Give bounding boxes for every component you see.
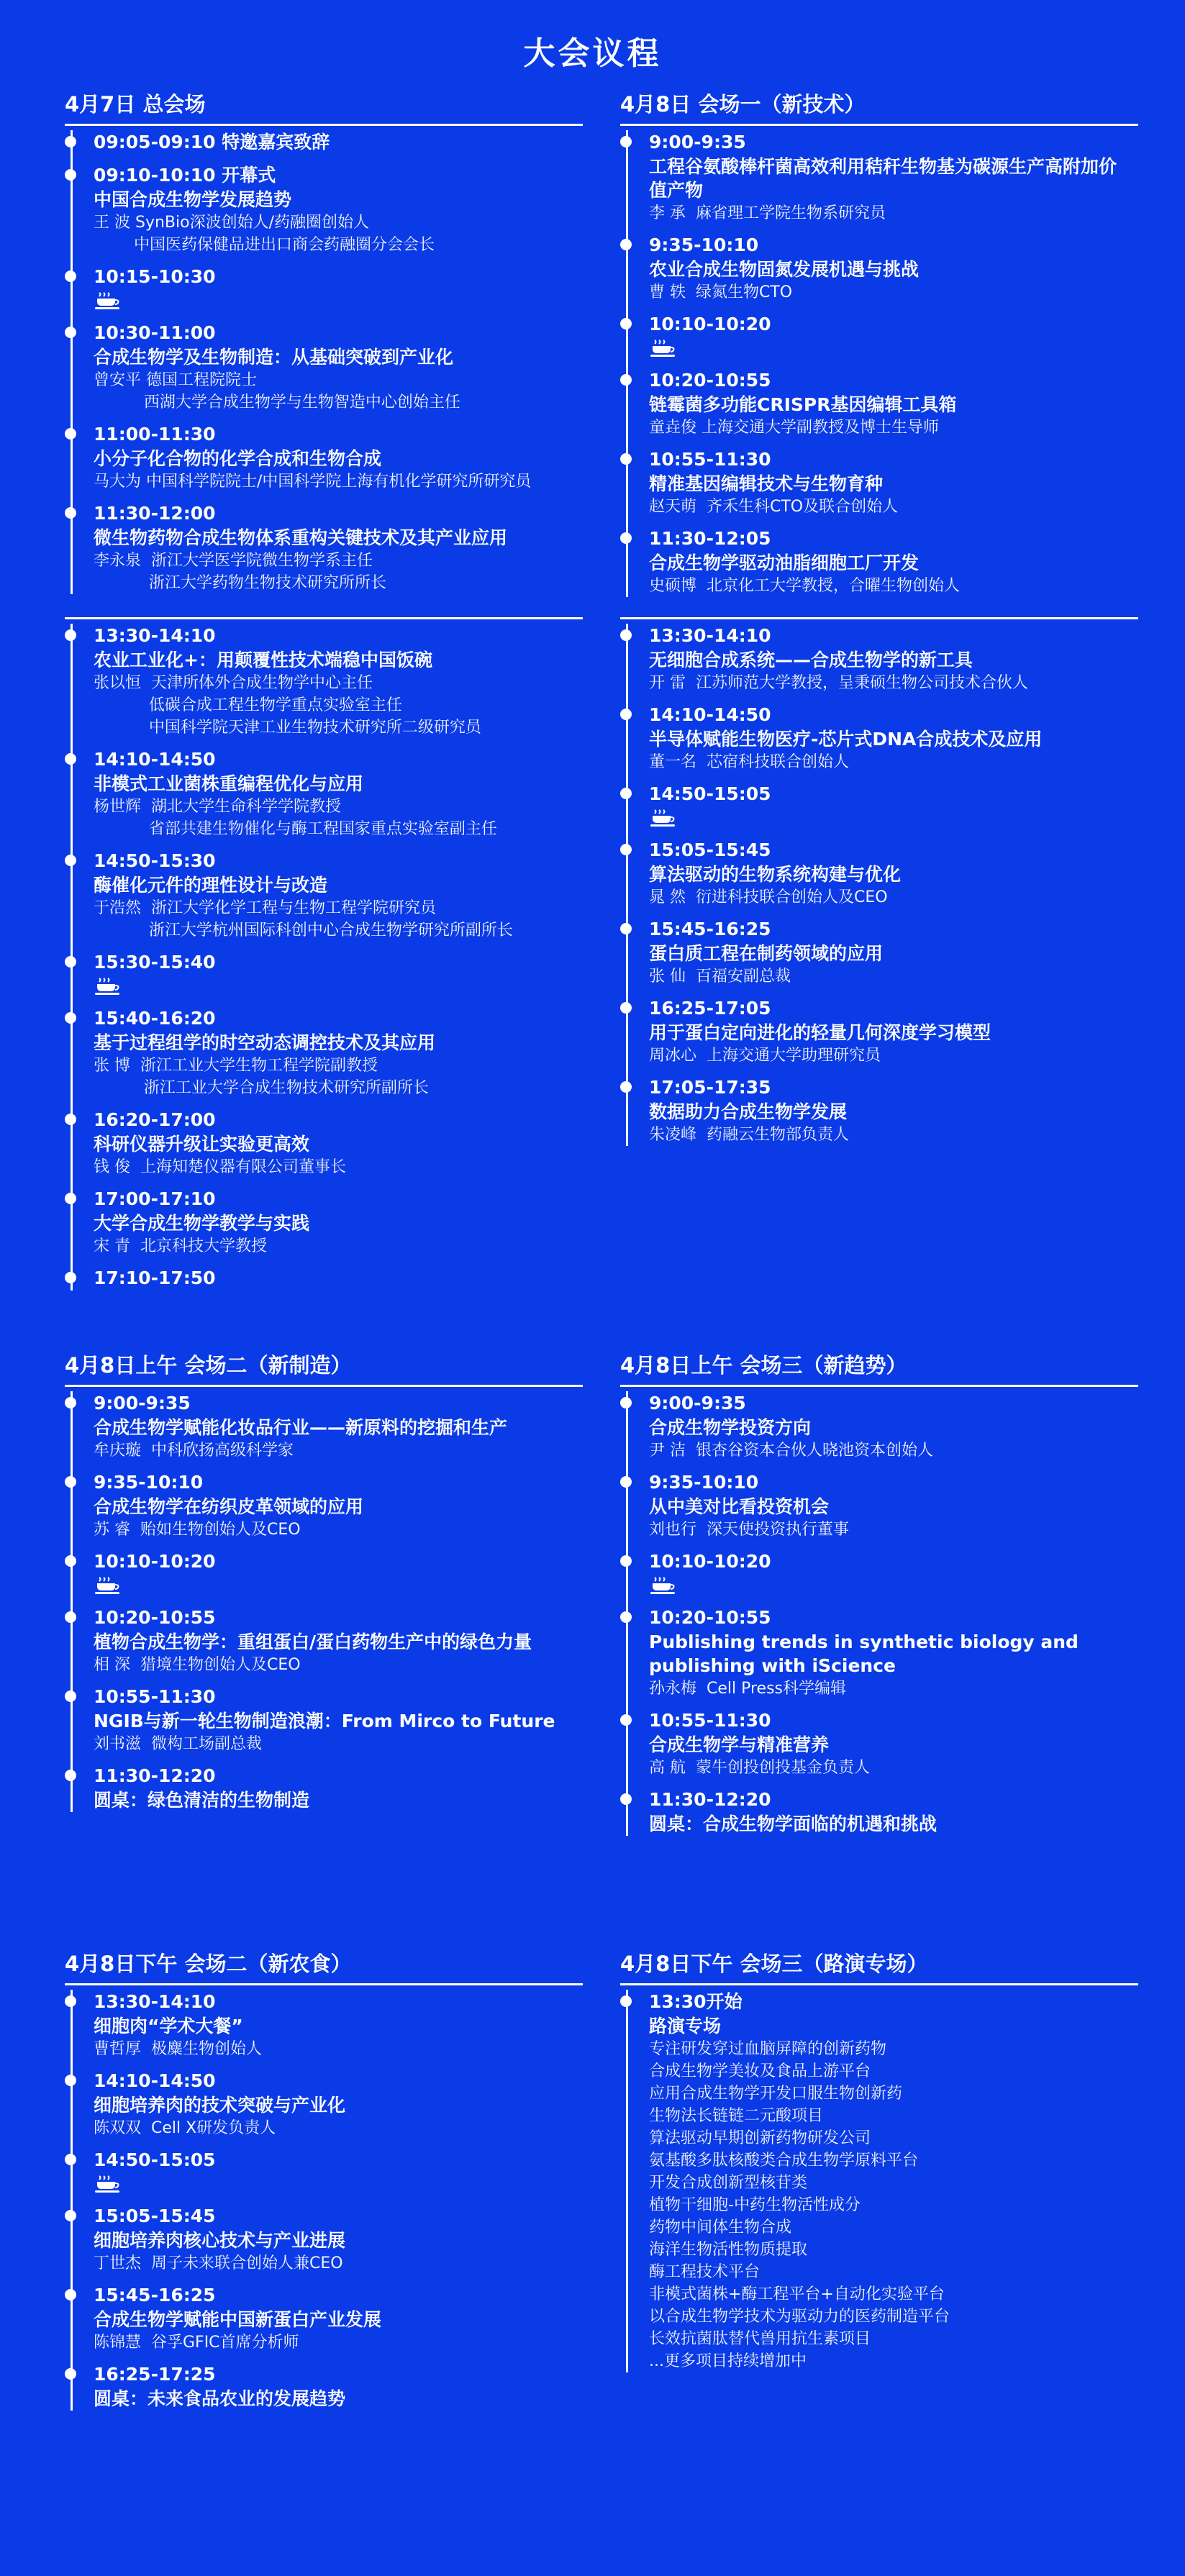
agenda-time: 11:30-12:20 — [649, 1789, 771, 1810]
agenda-time: 10:30-11:00 — [94, 322, 216, 343]
timeline-dot — [65, 629, 76, 641]
agenda-time-row — [94, 130, 577, 155]
section-s7 — [65, 1949, 583, 2419]
timeline-dot — [65, 1995, 76, 2007]
section-title: 4月8日上午 会场二（新制造） — [65, 1353, 352, 1378]
agenda-time: 16:20-17:00 — [94, 1109, 216, 1130]
section-s2 — [620, 89, 1138, 606]
project-item: 非模式菌株+酶工程平台+自动化实验平台 — [649, 2285, 945, 2303]
timeline-dot — [620, 1397, 632, 1408]
agenda-item — [94, 950, 577, 996]
speaker-line: 杨世辉 湖北大学生命科学学院教授 — [94, 798, 341, 816]
agenda-time: 9:35-10:10 — [649, 235, 759, 255]
agenda-time: 14:50-15:30 — [94, 850, 216, 871]
timeline — [620, 1990, 1138, 2372]
agenda-item — [649, 1391, 1132, 1462]
agenda-time: 17:05-17:35 — [649, 1077, 771, 1098]
agenda-title: 算法驱动的生物系统构建与优化 — [649, 864, 902, 885]
agenda-item — [649, 1606, 1132, 1700]
agenda-item — [649, 917, 1132, 988]
agenda-title: 从中美对比看投资机会 — [649, 1496, 830, 1517]
section-divider — [65, 1385, 583, 1387]
agenda-time: 16:25-17:05 — [649, 998, 771, 1019]
timeline-dot — [65, 1012, 76, 1024]
agenda-title: 农业工业化+：用颠覆性技术端稳中国饭碗 — [94, 650, 432, 670]
agenda-time: 11:30-12:00 — [94, 503, 216, 524]
section-title: 4月8日下午 会场三（路演专场） — [620, 1952, 928, 1976]
timeline-dot — [65, 1611, 76, 1623]
timeline-line — [71, 1391, 73, 1812]
agenda-item — [94, 1391, 577, 1462]
agenda-item — [649, 1549, 1132, 1596]
agenda-title: 合成生物学赋能中国新蛋白产业发展 — [94, 2309, 382, 2330]
agenda-item — [94, 2148, 577, 2194]
project-item: ...更多项目持续增加中 — [649, 2352, 807, 2370]
timeline-line — [71, 1990, 73, 2411]
speaker-line: 董一名 芯宿科技联合创始人 — [649, 753, 849, 771]
speaker-line: 朱凌峰 药融云生物部负责人 — [649, 1126, 849, 1144]
speaker-line: 宋 青 北京科技大学教授 — [94, 1237, 267, 1255]
agenda-time: 9:00-9:35 — [649, 1393, 746, 1414]
section-divider — [65, 1983, 583, 1985]
agenda-time: 14:10-14:50 — [94, 749, 216, 770]
agenda-time: 10:20-10:55 — [649, 370, 771, 391]
section-s4 — [620, 613, 1138, 1155]
agenda-item — [649, 1075, 1132, 1146]
timeline-dot — [620, 1002, 632, 1014]
agenda-item — [649, 368, 1132, 439]
speaker-line: 浙江工业大学合成生物技术研究所副所长 — [94, 1079, 429, 1097]
agenda-title: 合成生物学赋能化妆品行业——新原料的挖掘和生产 — [94, 1417, 508, 1438]
agenda-subtitle: 中国合成生物学发展趋势 — [94, 189, 292, 210]
timeline-line — [626, 130, 628, 597]
timeline-dot — [620, 1611, 632, 1623]
agenda-item — [649, 130, 1132, 224]
section-s3 — [65, 613, 583, 1299]
section-divider — [65, 617, 583, 619]
agenda-title: 蛋白质工程在制药领域的应用 — [649, 943, 884, 964]
speaker-line: 李 承 麻省理工学院生物系研究员 — [649, 204, 886, 222]
timeline-line — [626, 1990, 628, 2372]
project-item: 生物法长链链二元酸项目 — [649, 2107, 824, 2125]
timeline-dot — [620, 1793, 632, 1805]
speaker-line: 陈双双 Cell X研发负责人 — [94, 2119, 276, 2137]
timeline-dot — [65, 1555, 76, 1567]
agenda-title: 科研仪器升级让实验更高效 — [94, 1134, 310, 1155]
agenda-title: 小分子化合物的化学合成和生物合成 — [94, 448, 382, 469]
agenda-title: 工程谷氨酸棒杆菌高效利用秸秆生物基为碳源生产高附加价值产物 — [649, 156, 1117, 201]
speaker-line: 赵天萌 齐禾生科CTO及联合创始人 — [649, 498, 899, 516]
timeline — [65, 1990, 583, 2411]
section-divider — [620, 1983, 1138, 1985]
project-item: 植物干细胞-中药生物活性成分 — [649, 2196, 861, 2214]
agenda-item — [94, 1764, 577, 1812]
agenda-item — [94, 1990, 577, 2060]
speaker-line: 苏 睿 贻如生物创始人及CEO — [94, 1521, 301, 1539]
agenda-title: 合成生物学及生物制造：从基础突破到产业化 — [94, 347, 454, 368]
timeline-dot — [620, 629, 632, 641]
section-s8 — [620, 1949, 1138, 2381]
agenda-item — [94, 163, 577, 256]
agenda-item — [649, 527, 1132, 597]
speaker-line: 童垚俊 上海交通大学副教授及博士生导师 — [649, 419, 939, 437]
timeline-dot — [65, 136, 76, 147]
speaker-line: 曹 轶 绿氮生物CTO — [649, 283, 793, 301]
section-s5 — [65, 1350, 583, 1821]
coffee-break-icon — [94, 976, 125, 996]
timeline — [65, 130, 583, 594]
agenda-time: 13:30-14:10 — [94, 625, 216, 646]
timeline-dot — [620, 1555, 632, 1567]
agenda-item — [94, 2362, 577, 2411]
speaker-line: 尹 洁 银杏谷资本合伙人晓池资本创始人 — [649, 1442, 933, 1460]
timeline-dot — [620, 136, 632, 147]
section-divider — [65, 124, 583, 126]
agenda-time: 14:50-15:05 — [94, 2149, 216, 2170]
section-divider — [620, 1385, 1138, 1387]
agenda-item — [649, 624, 1132, 694]
timeline-dot — [65, 956, 76, 968]
agenda-time: 14:50-15:05 — [649, 783, 771, 804]
speaker-line: 相 深 猎境生物创始人及CEO — [94, 1656, 301, 1674]
agenda-item — [94, 849, 577, 942]
timeline-dot — [65, 428, 76, 440]
agenda-time: 10:10-10:20 — [94, 1551, 216, 1572]
agenda-title: 圆桌：绿色清洁的生物制造 — [94, 1790, 310, 1811]
speaker-line: 周冰心 上海交通大学助理研究员 — [649, 1047, 881, 1065]
timeline-dot — [620, 1476, 632, 1488]
project-item: 酶工程技术平台 — [649, 2263, 761, 2281]
agenda-item — [94, 747, 577, 840]
agenda-item — [649, 233, 1132, 304]
speaker-line: 陈锦慧 谷孚GFIC首席分析师 — [94, 2334, 299, 2352]
timeline-dot — [65, 1272, 76, 1283]
agenda-title: 圆桌：未来食品农业的发展趋势 — [94, 2388, 346, 2409]
timeline-dot — [65, 2368, 76, 2380]
timeline-dot — [65, 169, 76, 181]
agenda-item — [94, 2283, 577, 2354]
agenda-item — [94, 321, 577, 414]
agenda-title: 特邀嘉宾致辞 — [222, 132, 330, 153]
timeline-dot — [620, 923, 632, 934]
agenda-time: 10:55-11:30 — [649, 449, 771, 470]
timeline-dot — [65, 1770, 76, 1781]
section-s6 — [620, 1350, 1138, 1844]
project-item: 合成生物学美妆及食品上游平台 — [649, 2062, 871, 2080]
agenda-time: 15:05-15:45 — [94, 2206, 216, 2226]
timeline-dot — [65, 855, 76, 866]
agenda-time: 13:30-14:10 — [649, 625, 771, 646]
agenda-item — [94, 501, 577, 594]
project-item: 算法驱动早期创新药物研发公司 — [649, 2129, 871, 2147]
project-item: 开发合成创新型核苷类 — [649, 2174, 808, 2192]
speaker-line: 中国科学院天津工业生物技术研究所二级研究员 — [94, 719, 481, 737]
agenda-item — [649, 1788, 1132, 1836]
timeline-dot — [65, 2289, 76, 2300]
agenda-title: 半导体赋能生物医疗-芯片式DNA合成技术及应用 — [649, 729, 1043, 750]
timeline-dot — [620, 1995, 632, 2007]
project-item: 氨基酸多肽核酸类合成生物学原料平台 — [649, 2152, 919, 2170]
agenda-title: 精准基因编辑技术与生物育种 — [649, 473, 884, 494]
agenda-time: 15:05-15:45 — [649, 839, 771, 860]
timeline-dot — [620, 374, 632, 386]
timeline — [65, 624, 583, 1291]
agenda-title: 细胞培养肉核心技术与产业进展 — [94, 2230, 346, 2251]
project-item: 长效抗菌肽替代兽用抗生素项目 — [649, 2330, 871, 2348]
agenda-time: 10:20-10:55 — [94, 1607, 216, 1628]
agenda-title: 开幕式 — [222, 165, 276, 186]
agenda-title: 合成生物学与精准营养 — [649, 1734, 830, 1755]
agenda-item — [649, 1470, 1132, 1541]
coffee-break-icon — [649, 338, 681, 358]
speaker-line: 西湖大学合成生物学与生物智造中心创始主任 — [94, 393, 460, 411]
coffee-break-icon — [94, 291, 125, 311]
speaker-line: 刘书滋 微构工场副总裁 — [94, 1735, 262, 1753]
agenda-title: 用于蛋白定向进化的轻量几何深度学习模型 — [649, 1022, 991, 1043]
timeline-dot — [65, 327, 76, 338]
timeline-dot — [65, 2075, 76, 2086]
agenda-item — [94, 1685, 577, 1755]
project-item: 以合成生物学技术为驱动力的医药制造平台 — [649, 2308, 950, 2326]
agenda-title: 细胞肉“学术大餐” — [94, 2016, 243, 2036]
coffee-break-icon — [94, 1575, 125, 1596]
project-item: 药物中间体生物合成 — [649, 2218, 792, 2236]
timeline-dot — [65, 2210, 76, 2221]
agenda-title: 合成生物学驱动油脂细胞工厂开发 — [649, 552, 920, 573]
agenda-item — [94, 2069, 577, 2139]
agenda-item — [94, 1006, 577, 1099]
speaker-line: 史硕博 北京化工大学教授，合曜生物创始人 — [649, 577, 960, 595]
speaker-line: 浙江大学药物生物技术研究所所长 — [94, 574, 386, 592]
speaker-line: 浙江大学杭州国际科创中心合成生物学研究所副所长 — [94, 921, 513, 939]
agenda-item — [94, 2204, 577, 2275]
agenda-time: 10:20-10:55 — [649, 1607, 771, 1628]
agenda-time: 15:30-15:40 — [94, 952, 216, 973]
agenda-title: 大学合成生物学教学与实践 — [94, 1213, 310, 1234]
speaker-line: 丁世杰 周子未来联合创始人兼CEO — [94, 2254, 343, 2272]
timeline-dot — [65, 1690, 76, 1702]
section-title: 4月8日下午 会场二（新农食） — [65, 1952, 352, 1976]
agenda-title: Publishing trends in synthetic biology and publishing with iScience — [649, 1631, 1079, 1676]
section-s1 — [65, 89, 583, 603]
timeline — [620, 624, 1138, 1146]
agenda-time: 16:25-17:25 — [94, 2364, 216, 2385]
agenda-item — [649, 782, 1132, 828]
agenda-title: 路演专场 — [649, 2016, 722, 2036]
coffee-break-icon — [649, 1575, 681, 1596]
agenda-item — [94, 1549, 577, 1596]
speaker-line: 刘也行 深天使投资执行董事 — [649, 1521, 849, 1539]
agenda-time: 9:00-9:35 — [649, 132, 746, 153]
agenda-title: 合成生物学在纺织皮革领域的应用 — [94, 1496, 364, 1517]
speaker-line: 中国医药保健品进出口商会药融圈分会会长 — [94, 236, 435, 254]
agenda-time: 9:35-10:10 — [94, 1472, 204, 1493]
agenda-title: 圆桌：合成生物学面临的机遇和挑战 — [649, 1813, 937, 1834]
agenda-title: 植物合成生物学：重组蛋白/蛋白药物生产中的绿色力量 — [94, 1631, 532, 1652]
speaker-line: 低碳合成工程生物学重点实验室主任 — [94, 696, 402, 714]
timeline-dot — [65, 1397, 76, 1408]
speaker-line: 开 雷 江苏师范大学教授，呈秉硕生物公司技术合伙人 — [649, 674, 1028, 692]
agenda-title: NGIB与新一轮生物制造浪潮：From Mirco to Future — [94, 1711, 555, 1731]
timeline — [65, 1391, 583, 1812]
agenda-item — [94, 1108, 577, 1178]
agenda-item — [94, 624, 577, 739]
agenda-time: 11:30-12:05 — [649, 528, 771, 549]
speaker-line: 张 仙 百福安副总裁 — [649, 968, 791, 986]
timeline-dot — [65, 1114, 76, 1125]
agenda-time: 17:10-17:50 — [94, 1267, 216, 1288]
agenda-title: 非模式工业菌株重编程优化与应用 — [94, 773, 364, 794]
agenda-time: 15:40-16:20 — [94, 1008, 216, 1029]
speaker-line: 于浩然 浙江大学化学工程与生物工程学院研究员 — [94, 899, 436, 917]
agenda-item — [649, 703, 1132, 773]
agenda-time-row — [94, 163, 577, 188]
timeline-dot — [620, 844, 632, 855]
agenda-time: 14:10-14:50 — [94, 2070, 216, 2091]
page-title: 大会议程 — [523, 35, 662, 72]
agenda-title: 无细胞合成系统——合成生物学的新工具 — [649, 650, 973, 670]
agenda-time: 09:10-10:10 — [94, 165, 216, 186]
agenda-time: 10:15-10:30 — [94, 266, 216, 287]
agenda-item — [649, 838, 1132, 909]
agenda-title: 合成生物学投资方向 — [649, 1417, 812, 1438]
timeline-dot — [620, 532, 632, 544]
speaker-line: 钱 俊 上海知楚仪器有限公司董事长 — [94, 1158, 346, 1176]
agenda-item — [94, 1266, 577, 1291]
agenda-title: 数据助力合成生物学发展 — [649, 1101, 848, 1122]
agenda-item — [649, 447, 1132, 518]
timeline-dot — [65, 1193, 76, 1204]
timeline-dot — [65, 270, 76, 282]
agenda-item — [94, 1187, 577, 1257]
section-title: 4月8日 会场一（新技术） — [620, 92, 866, 117]
project-item: 应用合成生物学开发口服生物创新药 — [649, 2085, 903, 2103]
timeline — [620, 130, 1138, 597]
section-title: 4月7日 总会场 — [65, 92, 206, 117]
section-title: 4月8日上午 会场三（新趋势） — [620, 1353, 907, 1378]
agenda-item — [649, 996, 1132, 1067]
coffee-break-icon — [94, 2174, 125, 2194]
timeline-dot — [65, 507, 76, 519]
speaker-line: 王 波 SynBio深波创始人/药融圈创始人 — [94, 214, 369, 232]
agenda-time: 13:30开始 — [649, 1991, 743, 2012]
agenda-time: 11:00-11:30 — [94, 424, 216, 445]
agenda-title: 细胞培养肉的技术突破与产业化 — [94, 2095, 346, 2116]
speaker-line: 晁 然 衍进科技联合创始人及CEO — [649, 888, 888, 906]
agenda-time: 15:45-16:25 — [649, 919, 771, 939]
timeline-dot — [620, 453, 632, 465]
agenda-time: 9:35-10:10 — [649, 1472, 759, 1493]
speaker-line: 高 航 蒙牛创投创投基金负责人 — [649, 1759, 870, 1777]
agenda-time: 14:10-14:50 — [649, 704, 771, 725]
agenda-item — [649, 1990, 1132, 2372]
agenda-item — [94, 1470, 577, 1541]
timeline-dot — [65, 753, 76, 765]
agenda-title: 微生物药物合成生物体系重构关键技术及其产业应用 — [94, 527, 508, 548]
section-divider — [620, 124, 1138, 126]
agenda-time: 09:05-09:10 — [94, 132, 216, 153]
timeline-dot — [620, 1714, 632, 1726]
agenda-item — [94, 130, 577, 155]
speaker-line: 张 博 浙江工业大学生物工程学院副教授 — [94, 1057, 378, 1075]
agenda-item — [649, 312, 1132, 358]
agenda-time: 10:55-11:30 — [94, 1686, 216, 1707]
agenda-title: 基于过程组学的时空动态调控技术及其应用 — [94, 1032, 436, 1053]
speaker-line: 曾安平 德国工程院院士 — [94, 371, 257, 389]
timeline-dot — [620, 318, 632, 329]
agenda-item — [94, 1606, 577, 1676]
agenda-time: 10:55-11:30 — [649, 1710, 771, 1731]
speaker-line: 孙永梅 Cell Press科学编辑 — [649, 1680, 847, 1698]
timeline-dot — [65, 2154, 76, 2165]
agenda-time: 9:00-9:35 — [94, 1393, 191, 1414]
speaker-line: 马大为 中国科学院院士/中国科学院上海有机化学研究所研究员 — [94, 473, 532, 491]
agenda-time: 15:45-16:25 — [94, 2285, 216, 2306]
timeline-dot — [620, 239, 632, 250]
timeline-line — [626, 624, 628, 1146]
timeline-dot — [620, 1081, 632, 1093]
agenda-item — [94, 422, 577, 493]
project-item: 专注研发穿过血脑屏障的创新药物 — [649, 2040, 887, 2058]
agenda-title: 农业合成生物固氮发展机遇与挑战 — [649, 259, 920, 280]
agenda-title: 链霉菌多功能CRISPR基因编辑工具箱 — [649, 394, 957, 415]
coffee-break-icon — [649, 808, 681, 828]
agenda-time: 10:10-10:20 — [649, 1551, 771, 1572]
agenda-time: 11:30-12:20 — [94, 1765, 216, 1786]
timeline-dot — [620, 709, 632, 720]
speaker-line: 省部共建生物催化与酶工程国家重点实验室副主任 — [94, 820, 497, 838]
speaker-line: 李永泉 浙江大学医学院微生物学系主任 — [94, 552, 373, 570]
timeline — [620, 1391, 1138, 1836]
agenda-time: 17:00-17:10 — [94, 1188, 216, 1209]
timeline-line — [71, 130, 73, 594]
project-item: 海洋生物活性物质提取 — [649, 2241, 808, 2259]
speaker-line: 曹哲厚 极麋生物创始人 — [94, 2040, 262, 2058]
agenda-item — [649, 1708, 1132, 1779]
agenda-time: 10:10-10:20 — [649, 314, 771, 334]
speaker-line: 张以恒 天津所体外合成生物学中心主任 — [94, 674, 373, 692]
section-divider — [620, 617, 1138, 619]
speaker-line: 牟庆璇 中科欣扬高级科学家 — [94, 1442, 294, 1460]
agenda-item — [94, 265, 577, 311]
timeline-dot — [620, 788, 632, 799]
agenda-time: 13:30-14:10 — [94, 1991, 216, 2012]
agenda-title: 酶催化元件的理性设计与改造 — [94, 875, 328, 896]
timeline-dot — [65, 1476, 76, 1488]
